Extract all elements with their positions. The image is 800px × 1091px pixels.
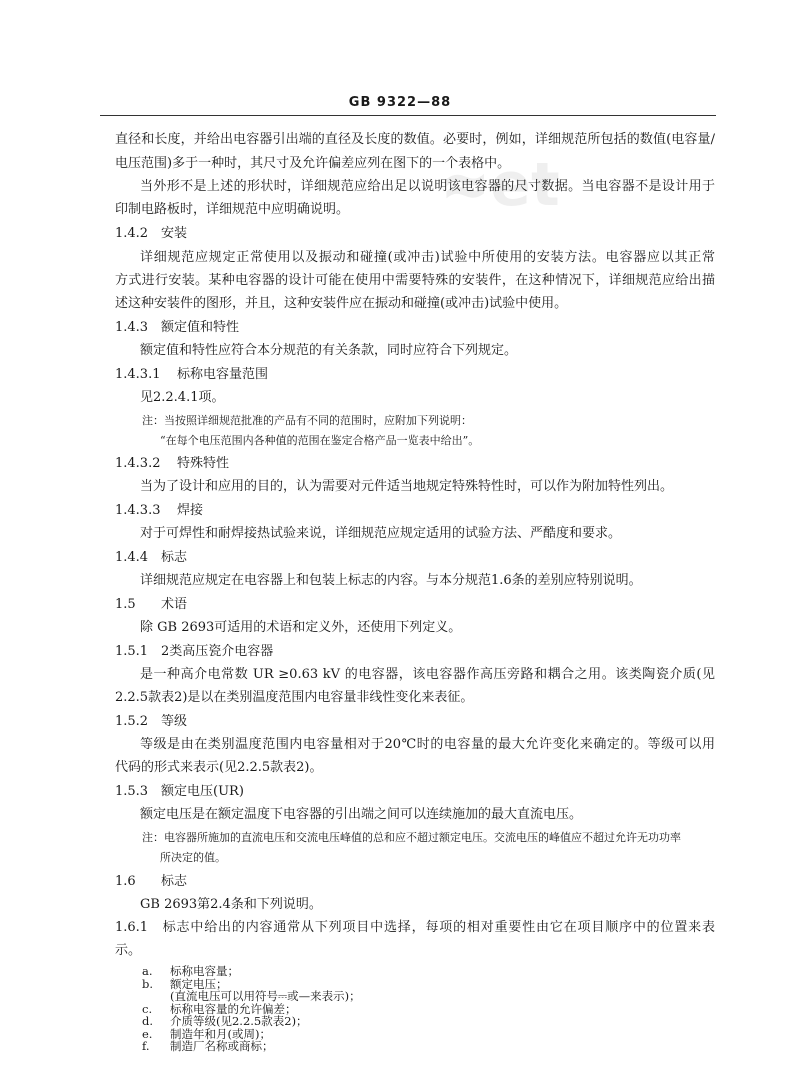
- section-number: 1.5: [115, 597, 136, 612]
- list-item: [142, 1040, 274, 1053]
- paragraph-line: GB 2693第2.4条和下列说明。: [140, 897, 322, 912]
- paragraph-line: 直径和长度，并给出电容器引出端的直径及长度的数值。必要时，例如，详细规范所包括的数值(电容量/: [115, 132, 715, 147]
- paragraph-line: 额定值和特性应符合本分规范的有关条款，同时应符合下列规定。: [140, 343, 518, 358]
- section-title: 2类高压瓷介电容器: [161, 644, 274, 659]
- section-heading-1-4-3-3: [115, 501, 203, 520]
- paragraph-line: 除 GB 2693可适用的术语和定义外，还使用下列定义。: [140, 620, 462, 635]
- list-item-text: 标称电容量；: [170, 964, 239, 978]
- section-title: 焊接: [177, 503, 204, 518]
- paragraph-line: 方式进行安装。某种电容器的设计可能在使用中需要特殊的安装件，在这种情况下，详细规范应给出描: [115, 273, 715, 288]
- note-line: 注：当按照详细规范批准的产品有不同的范围时，应附加下列说明：: [142, 414, 472, 427]
- list-item-text: 介质等级(见2.2.5款表2)；: [170, 1014, 308, 1028]
- section-heading-1-4-4: [115, 548, 187, 567]
- section-title: 特殊特性: [177, 456, 230, 471]
- paragraph-line: 电压范围)多于一种时，其尺寸及允许偏差应列在图下的一个表格中。: [115, 156, 511, 171]
- section-number: 1.5.2: [115, 714, 149, 729]
- list-item-label: b.: [142, 977, 154, 991]
- section-heading-1-6: [115, 872, 187, 891]
- section-title: 标志: [161, 550, 188, 565]
- list-item-label: a.: [142, 964, 153, 978]
- note-line: “在每个电压范围内各种值的范围在鉴定合格产品一览表中给出”。: [160, 434, 480, 447]
- section-heading-1-5-3: [115, 782, 244, 801]
- section-number: 1.4.3: [115, 320, 149, 335]
- list-item-label: f.: [142, 1039, 150, 1053]
- list-item-label: e.: [142, 1027, 153, 1041]
- section-number: 1.4.4: [115, 550, 149, 565]
- section-heading-1-4-3-1: [115, 365, 268, 384]
- list-item-text: 制造年和月(或周)；: [170, 1027, 271, 1041]
- section-heading-1-5: [115, 595, 187, 614]
- paragraph-line: 代码的形式来表示(见2.2.5款表2)。: [115, 760, 323, 775]
- note-line: 注：电容器所施加的直流电压和交流电压峰值的总和应不超过额定电压。交流电压的峰值应不超过允许无功功率: [142, 831, 681, 844]
- section-heading-1-4-3: [115, 318, 239, 337]
- list-item-text: 制造厂名称或商标；: [170, 1039, 274, 1053]
- section-title: 标称电容量范围: [177, 367, 269, 382]
- page-header: GB 9322—88: [348, 95, 452, 110]
- section-number: 1.5.1: [115, 644, 149, 659]
- section-title: 术语: [161, 597, 188, 612]
- section-number: 1.4.2: [115, 226, 149, 241]
- paragraph-line: 等级是由在类别温度范围内电容量相对于20℃时的电容量的最大允许变化来确定的。等级可以用: [140, 737, 715, 752]
- section-title: 等级: [161, 714, 188, 729]
- section-number: 1.5.3: [115, 784, 149, 799]
- section-title: 安装: [161, 226, 188, 241]
- section-heading-1-4-3-2: [115, 454, 229, 473]
- list-item-label: d.: [142, 1014, 154, 1028]
- paragraph-line: 印制电路板时，详细规范中应明确说明。: [115, 202, 350, 217]
- section-heading-1-4-2: [115, 224, 187, 243]
- section-number: 1.4.3.2: [115, 456, 161, 471]
- paragraph-line: 详细规范应规定正常使用以及振动和碰撞(或冲击)试验中所使用的安装方法。电容器应以其正常: [140, 250, 715, 265]
- list-item-continuation: (直流电压可以用符号⎓或—来表示)；: [170, 989, 361, 1003]
- paragraph-line: 见2.2.4.1项。: [140, 390, 225, 405]
- paragraph-line: 当外形不是上述的形状时，详细规范应给出足以说明该电容器的尺寸数据。当电容器不是设计用于: [140, 179, 715, 194]
- section-heading-1-5-1: [115, 642, 273, 661]
- list-item-text: 标称电容量的允许偏差；: [170, 1002, 297, 1016]
- paragraph-line: 额定电压是在额定温度下电容器的引出端之间可以连续施加的最大直流电压。: [140, 807, 583, 822]
- list-item-text: 额定电压；: [170, 977, 228, 991]
- list-item-label: c.: [142, 1002, 153, 1016]
- paragraph-line: 2.2.5款表2)是以在类别温度范围内电容量非线性变化来表征。: [115, 690, 474, 705]
- watermark: ≈et: [440, 150, 560, 220]
- paragraph-line: 对于可焊性和耐焊接热试验来说，详细规范应规定适用的试验方法、严酷度和要求。: [140, 526, 622, 541]
- header-rule: [100, 115, 716, 116]
- section-title: 额定值和特性: [161, 320, 240, 335]
- paragraph-line: 述这种安装件的图形，并且，这种安装件应在振动和碰撞(或冲击)试验中使用。: [115, 296, 568, 311]
- section-title: 额定电压(UR): [161, 784, 244, 799]
- section-heading-1-5-2: [115, 712, 187, 731]
- paragraph-line: 是一种高介电常数 UR ≥0.63 kV 的电容器，该电容器作高压旁路和耦合之用。该类陶瓷介质(见: [140, 667, 715, 682]
- section-number: 1.4.3.1: [115, 367, 161, 382]
- paragraph-line: 示。: [115, 943, 142, 958]
- section-title: 标志: [161, 874, 188, 889]
- paragraph-line: 1.6.1 标志中给出的内容通常从下列项目中选择，每项的相对重要性由它在项目顺序中的位置来表: [115, 920, 715, 935]
- section-number: 1.4.3.3: [115, 503, 161, 518]
- section-number: 1.6: [115, 874, 136, 889]
- paragraph-line: 当为了设计和应用的目的，认为需要对元件适当地规定特殊特性时，可以作为附加特性列出。: [140, 479, 674, 494]
- note-line: 所决定的值。: [160, 851, 226, 864]
- paragraph-line: 详细规范应规定在电容器上和包装上标志的内容。与本分规范1.6条的差别应特别说明。: [140, 573, 642, 588]
